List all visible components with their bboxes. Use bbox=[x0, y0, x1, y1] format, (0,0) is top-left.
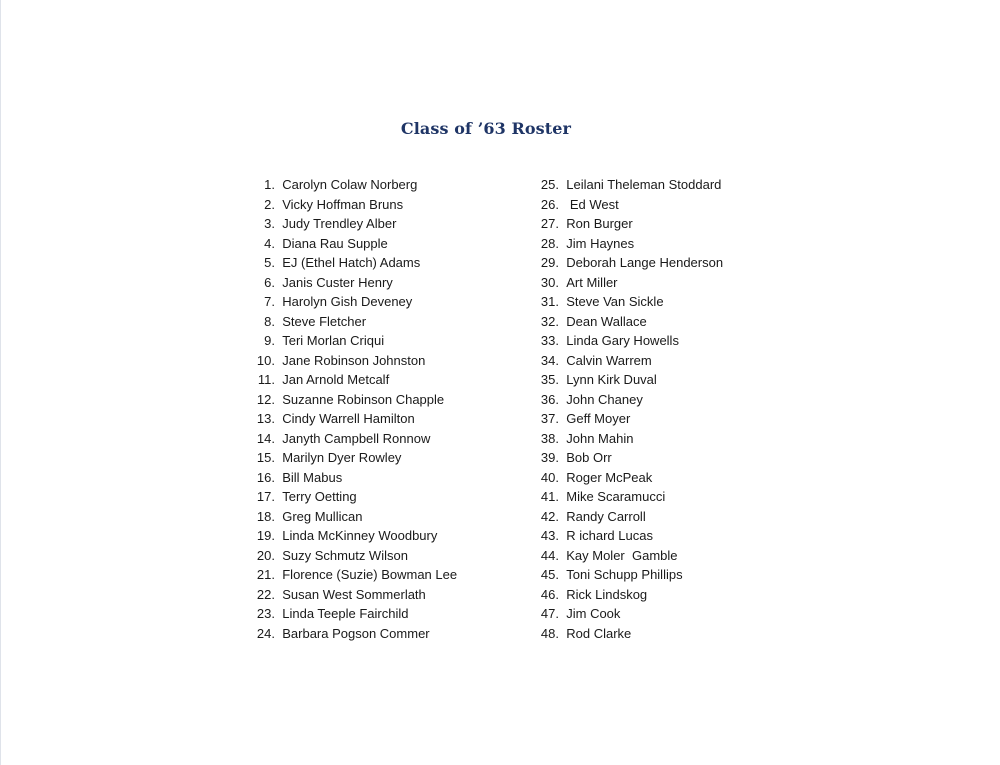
roster-item bbox=[529, 546, 723, 566]
roster-name: Diana Rau Supple bbox=[282, 235, 388, 251]
roster-name: Cindy Warrell Hamilton bbox=[282, 411, 415, 427]
roster-item bbox=[245, 195, 457, 215]
roster-item bbox=[529, 448, 723, 468]
roster-number: 13. bbox=[256, 411, 275, 427]
roster-item bbox=[245, 234, 457, 254]
roster-item bbox=[245, 351, 457, 371]
roster-number: 6. bbox=[264, 274, 275, 290]
roster-name: Randy Carroll bbox=[566, 508, 646, 524]
roster-name: Vicky Hoffman Bruns bbox=[282, 196, 404, 212]
roster-item bbox=[529, 292, 723, 312]
roster-item bbox=[529, 195, 723, 215]
roster-number: 26. bbox=[540, 196, 559, 212]
roster-item bbox=[245, 312, 457, 332]
roster-number: 4. bbox=[264, 235, 275, 251]
roster-number: 14. bbox=[256, 430, 275, 446]
roster-number: 45. bbox=[540, 567, 559, 583]
roster-item bbox=[529, 273, 723, 293]
roster-name: Steve Fletcher bbox=[282, 313, 367, 329]
roster-name: Greg Mullican bbox=[282, 508, 363, 524]
roster-number: 3. bbox=[264, 216, 275, 232]
roster-item bbox=[529, 351, 723, 371]
roster-item bbox=[529, 331, 723, 351]
roster-name: Janyth Campbell Ronnow bbox=[282, 430, 431, 446]
roster-name: Terry Oetting bbox=[282, 489, 357, 505]
roster-number: 10. bbox=[256, 352, 275, 368]
roster-name: Harolyn Gish Deveney bbox=[282, 294, 413, 310]
roster-name: Lynn Kirk Duval bbox=[566, 372, 657, 388]
roster-item bbox=[245, 390, 457, 410]
roster-name: Bob Orr bbox=[566, 450, 612, 466]
roster-item bbox=[529, 585, 723, 605]
roster-item bbox=[529, 507, 723, 527]
roster-item bbox=[529, 175, 723, 195]
roster-item bbox=[529, 370, 723, 390]
roster-name: Roger McPeak bbox=[566, 469, 653, 485]
roster-number: 5. bbox=[264, 255, 275, 271]
roster-item bbox=[529, 214, 723, 234]
roster-name: Suzy Schmutz Wilson bbox=[282, 547, 408, 563]
roster-name: Deborah Lange Henderson bbox=[566, 255, 724, 271]
roster-number: 34. bbox=[540, 352, 559, 368]
roster-name: Geff Moyer bbox=[566, 411, 631, 427]
roster-number: 36. bbox=[540, 391, 559, 407]
page-title: Class of ’63 Roster bbox=[400, 119, 572, 138]
roster-number: 44. bbox=[540, 547, 559, 563]
roster-item bbox=[529, 565, 723, 585]
roster-item bbox=[245, 429, 457, 449]
roster-item bbox=[245, 253, 457, 273]
roster-name: Jane Robinson Johnston bbox=[282, 352, 426, 368]
roster-item bbox=[529, 624, 723, 644]
roster-item bbox=[245, 565, 457, 585]
roster-name: Linda Teeple Fairchild bbox=[282, 606, 409, 622]
roster-number: 41. bbox=[540, 489, 559, 505]
roster-name: Jim Haynes bbox=[566, 235, 635, 251]
roster-name: Bill Mabus bbox=[282, 469, 343, 485]
roster-number: 8. bbox=[264, 313, 275, 329]
roster-item bbox=[245, 448, 457, 468]
roster-item bbox=[529, 526, 723, 546]
roster-item bbox=[245, 273, 457, 293]
roster-number: 22. bbox=[256, 586, 275, 602]
roster-name: Susan West Sommerlath bbox=[282, 586, 426, 602]
roster-number: 20. bbox=[256, 547, 275, 563]
roster-name: Mike Scaramucci bbox=[566, 489, 666, 505]
roster-number: 12. bbox=[256, 391, 275, 407]
roster-number: 28. bbox=[540, 235, 559, 251]
roster-item bbox=[529, 253, 723, 273]
roster-name: Ron Burger bbox=[566, 216, 633, 232]
roster-item bbox=[245, 604, 457, 624]
roster-name: Toni Schupp Phillips bbox=[566, 567, 683, 583]
roster-number: 25. bbox=[540, 177, 559, 192]
roster-number: 29. bbox=[540, 255, 559, 271]
roster-name: Leilani Theleman Stoddard bbox=[566, 177, 722, 192]
roster-name: Dean Wallace bbox=[566, 313, 647, 329]
roster-item bbox=[529, 468, 723, 488]
roster-number: 39. bbox=[540, 450, 559, 466]
roster-name: Calvin Warrem bbox=[566, 352, 652, 368]
roster-item bbox=[245, 507, 457, 527]
roster-name: John Mahin bbox=[566, 430, 634, 446]
roster-item bbox=[529, 312, 723, 332]
roster-column-right bbox=[529, 175, 723, 643]
roster-item bbox=[245, 292, 457, 312]
roster-item bbox=[529, 390, 723, 410]
roster-item bbox=[245, 487, 457, 507]
roster-name: Jim Cook bbox=[566, 606, 621, 622]
roster-number: 30. bbox=[540, 274, 559, 290]
roster-name: Carolyn Colaw Norberg bbox=[282, 177, 418, 192]
roster-column-left bbox=[245, 175, 457, 643]
roster-number: 15. bbox=[256, 450, 275, 466]
roster-number: 27. bbox=[540, 216, 559, 232]
roster-number: 35. bbox=[540, 372, 559, 388]
roster-name: Florence (Suzie) Bowman Lee bbox=[282, 567, 458, 583]
roster-name: EJ (Ethel Hatch) Adams bbox=[282, 255, 421, 271]
roster-number: 37. bbox=[540, 411, 559, 427]
roster-number: 2. bbox=[264, 196, 275, 212]
roster-item bbox=[245, 331, 457, 351]
roster-name: Teri Morlan Criqui bbox=[282, 333, 385, 349]
roster-number: 18. bbox=[256, 508, 275, 524]
roster-name: Steve Van Sickle bbox=[566, 294, 664, 310]
roster-number: 21. bbox=[256, 567, 275, 583]
roster-number: 1. bbox=[264, 177, 275, 192]
roster-item bbox=[245, 624, 457, 644]
roster-name: Jan Arnold Metcalf bbox=[282, 372, 390, 388]
roster-name: Ed West bbox=[566, 196, 619, 212]
roster-item bbox=[245, 214, 457, 234]
roster-number: 32. bbox=[540, 313, 559, 329]
roster-item bbox=[245, 585, 457, 605]
roster-name: R ichard Lucas bbox=[566, 528, 653, 544]
roster-item bbox=[529, 487, 723, 507]
roster-number: 9. bbox=[264, 333, 275, 349]
roster-item bbox=[245, 370, 457, 390]
roster-number: 40. bbox=[540, 469, 559, 485]
roster-item bbox=[529, 409, 723, 429]
roster-number: 16. bbox=[256, 469, 275, 485]
roster-number: 11. bbox=[257, 372, 275, 388]
roster-name: Rick Lindskog bbox=[566, 586, 648, 602]
roster-name: Linda Gary Howells bbox=[566, 333, 679, 349]
roster-name: John Chaney bbox=[566, 391, 643, 407]
roster-item bbox=[529, 234, 723, 254]
roster-name: Art Miller bbox=[566, 274, 618, 290]
roster-number: 19. bbox=[256, 528, 275, 544]
roster-name: Judy Trendley Alber bbox=[282, 216, 397, 232]
roster-item bbox=[245, 546, 457, 566]
roster-item bbox=[529, 604, 723, 624]
roster-number: 46. bbox=[540, 586, 559, 602]
roster-name: Suzanne Robinson Chapple bbox=[282, 391, 445, 407]
roster-number: 38. bbox=[540, 430, 559, 446]
page-edge bbox=[0, 0, 1, 765]
roster-number: 31. bbox=[540, 294, 559, 310]
roster-number: 17. bbox=[256, 489, 275, 505]
roster-item bbox=[245, 468, 457, 488]
roster-number: 48. bbox=[540, 625, 559, 641]
roster-item bbox=[245, 175, 457, 195]
roster-number: 42. bbox=[540, 508, 559, 524]
roster-name: Rod Clarke bbox=[566, 625, 632, 641]
roster-number: 43. bbox=[540, 528, 559, 544]
roster-item bbox=[245, 409, 457, 429]
roster-name: Linda McKinney Woodbury bbox=[282, 528, 438, 544]
roster-number: 7. bbox=[264, 294, 275, 310]
roster-number: 47. bbox=[540, 606, 559, 622]
roster-name: Barbara Pogson Commer bbox=[282, 625, 430, 641]
roster-number: 23. bbox=[256, 606, 275, 622]
roster-item bbox=[529, 429, 723, 449]
roster-name: Kay Moler Gamble bbox=[566, 547, 678, 563]
roster-number: 33. bbox=[540, 333, 559, 349]
roster-number: 24. bbox=[256, 625, 275, 641]
roster-name: Janis Custer Henry bbox=[282, 274, 393, 290]
roster-item bbox=[245, 526, 457, 546]
roster-name: Marilyn Dyer Rowley bbox=[282, 450, 402, 466]
